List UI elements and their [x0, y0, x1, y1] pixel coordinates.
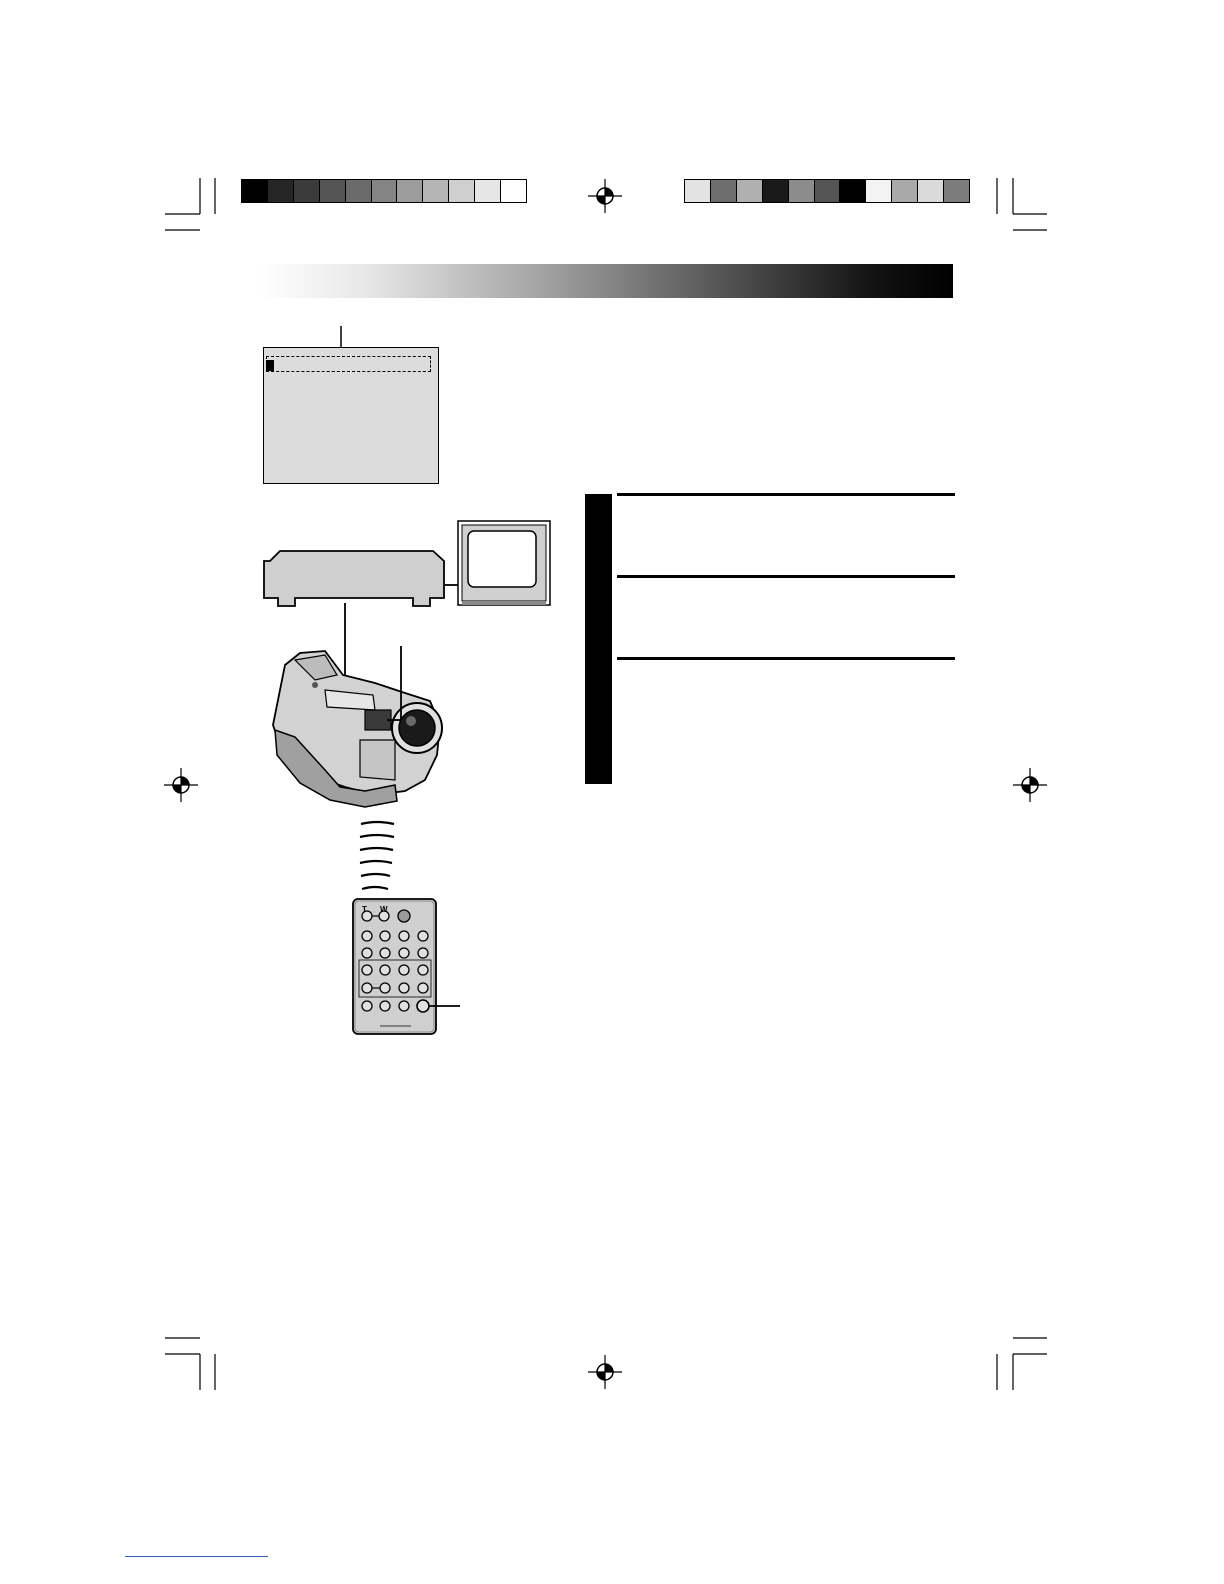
color-calibration-bar-left	[241, 179, 527, 203]
color-swatch	[711, 180, 737, 202]
registration-mark-right	[1013, 768, 1047, 802]
color-swatch	[423, 180, 449, 202]
color-swatch	[892, 180, 918, 202]
color-swatch	[475, 180, 501, 202]
registration-mark-bottom	[588, 1355, 622, 1389]
color-swatch	[372, 180, 398, 202]
camcorder-icon	[273, 651, 442, 807]
remote-label-w: W	[380, 905, 388, 914]
tv-icon	[458, 521, 550, 605]
registration-mark-left	[164, 768, 198, 802]
color-swatch	[866, 180, 892, 202]
color-swatch	[397, 180, 423, 202]
color-swatch	[737, 180, 763, 202]
step-3-rule	[617, 657, 955, 660]
remote-control-icon	[353, 899, 436, 1034]
steps-tab	[585, 494, 612, 784]
color-swatch	[685, 180, 711, 202]
color-swatch	[501, 180, 526, 202]
infrared-signal-icon	[360, 822, 394, 889]
color-swatch	[789, 180, 815, 202]
footer-link-underline	[125, 1556, 268, 1557]
color-swatch	[449, 180, 475, 202]
step-1-rule	[617, 493, 955, 496]
section-header-band	[259, 264, 953, 298]
screen-cursor	[266, 360, 274, 371]
screen-text-area	[266, 356, 431, 372]
color-swatch	[763, 180, 789, 202]
connection-diagram	[255, 515, 555, 1045]
step-2-rule	[617, 575, 955, 578]
color-swatch	[918, 180, 944, 202]
color-swatch	[840, 180, 866, 202]
screen-display	[263, 347, 439, 484]
color-swatch	[294, 180, 320, 202]
registration-mark-top	[588, 179, 622, 213]
remote-label-t: T	[362, 905, 367, 914]
color-swatch	[346, 180, 372, 202]
color-calibration-bar-right	[684, 179, 970, 203]
color-swatch	[320, 180, 346, 202]
color-swatch	[944, 180, 969, 202]
color-swatch	[815, 180, 841, 202]
color-swatch	[268, 180, 294, 202]
color-swatch	[242, 180, 268, 202]
vcr-icon	[264, 551, 444, 606]
